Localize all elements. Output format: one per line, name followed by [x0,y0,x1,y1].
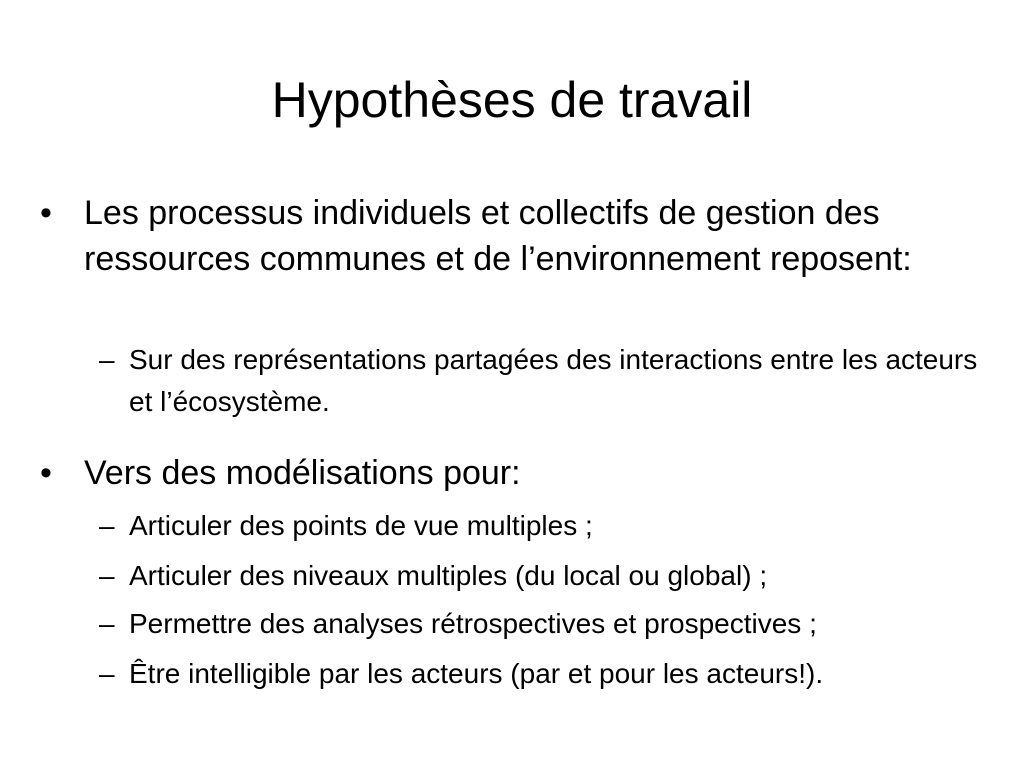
subitem-points-de-vue [99,505,999,547]
bullet-text: Vers des modélisations pour: [84,454,521,492]
dash-marker: – [99,344,115,375]
bullet-text: Les processus individuels et collectifs de gestion des ressources communes et de l’environnement reposent: [84,194,912,278]
slide-title: Hypothèses de travail [271,72,753,128]
subitem-niveaux [99,555,999,597]
subitem-text: Articuler des niveaux multiples (du local ou global) ; [129,560,768,591]
bullet-item-processus [40,190,980,282]
bullet-marker: • [40,454,52,492]
dash-marker: – [99,658,115,689]
subitem-intelligible [99,653,999,695]
dash-marker: – [99,560,115,591]
subitem-analyses [99,603,999,645]
dash-marker: – [99,510,115,541]
bullet-marker: • [40,194,52,232]
bullet-item-modelisations [40,450,980,496]
subitem-text: Permettre des analyses rétrospectives et prospectives ; [129,608,817,639]
dash-marker: – [99,608,115,639]
subitem-text: Sur des représentations partagées des interactions entre les acteurs et l’écosystème. [129,344,978,417]
subitem-text: Être intelligible par les acteurs (par et pour les acteurs!). [129,658,824,689]
subitem-text: Articuler des points de vue multiples ; [129,510,593,541]
subitem-representations [99,339,999,423]
